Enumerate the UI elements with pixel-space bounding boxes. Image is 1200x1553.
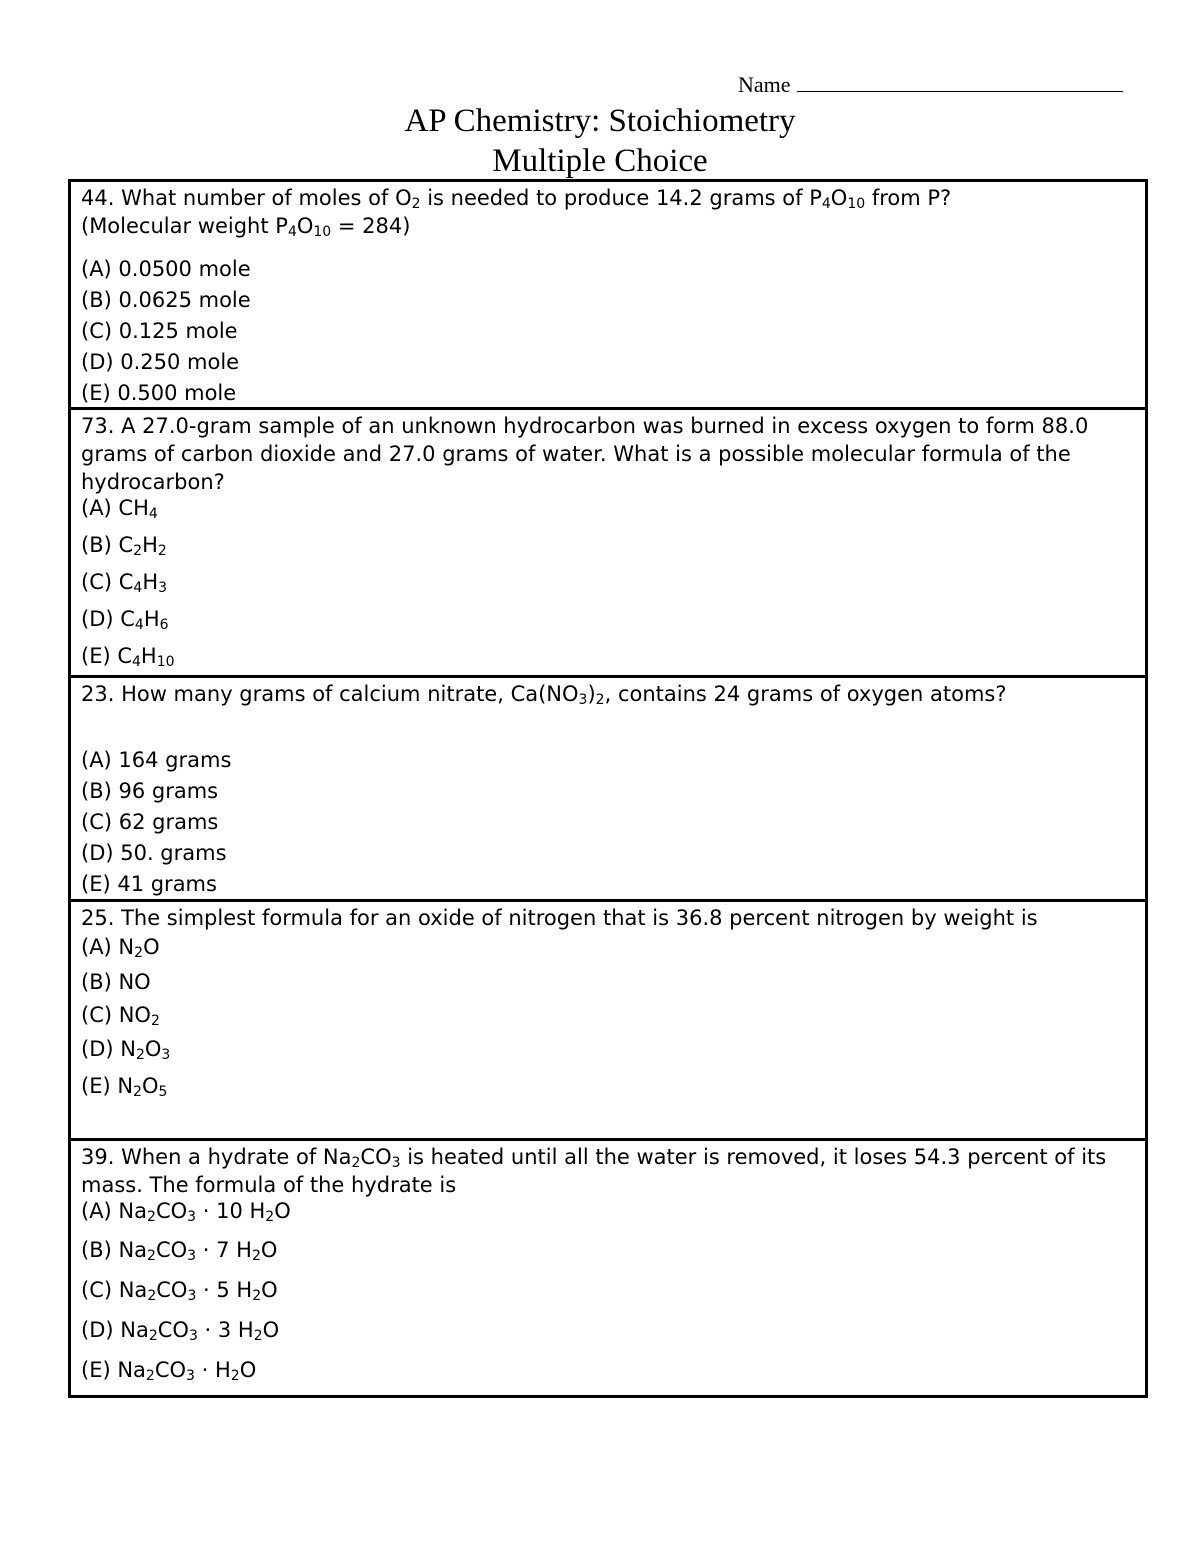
option-b: (B) 96 grams [81,779,219,803]
question-25 [68,899,1148,1141]
page-subtitle: Multiple Choice [492,143,708,179]
option-b: (B) NO [81,970,151,994]
option-d: (D) $C_4H_6$ [81,607,169,633]
option-a: (A) $Na_2CO_3 \cdot 10$ $H_2O$ [81,1199,291,1225]
question-23 [68,675,1148,902]
name-label: Name [738,72,791,97]
option-c: (C) $C_4H_3$ [81,570,168,596]
question-stem: 73. A 27.0-gram sample of an unknown hydrocarbon was burned in excess oxygen to form 88.0 grams of carbon dioxide and 27.0 grams of water. What is a possible molecular formula of the hydrocarbon? [81,414,1089,494]
question-stem: 39. When a hydrate of $Na_2CO_3$ is heated until all the water is removed, it loses 54.3 percent of its mass. The formula of the hydrate is [81,1145,1107,1197]
answer-options [81,1193,1135,1390]
option-e: (E) 0.500 mole [81,381,237,405]
answer-options [81,930,1135,1105]
answer-options [81,745,1135,900]
option-c: (C) 0.125 mole [81,319,238,343]
option-a: (A) $CH_4$ [81,496,158,522]
option-a: (A) 0.0500 mole [81,257,251,281]
option-a: (A) $N_2O$ [81,935,160,961]
option-c: (C) $NO_2$ [81,1003,160,1029]
option-e: (E) $Na_2CO_3 \cdot H_2O$ [81,1358,257,1384]
question-39 [68,1138,1148,1398]
option-c: (C) $Na_2CO_3 \cdot 5$ $H_2O$ [81,1278,278,1304]
question-73 [68,407,1148,678]
question-44 [68,179,1148,410]
option-e: (E) 41 grams [81,872,217,896]
option-d: (D) 50. grams [81,841,227,865]
question-stem: 44. What number of moles of $O_2$ is needed to produce 14.2 grams of $P_4O_{10}$ from P? (Molecular weight $P_4O_{10} = 284$) [81,186,952,240]
name-blank-line [797,73,1123,92]
option-e: (E) $C_4H_{10}$ [81,644,175,670]
option-e: (E) $N_2O_5$ [81,1074,168,1100]
option-d: (D) $N_2O_3$ [81,1037,171,1063]
page-title: AP Chemistry: Stoichiometry [404,103,796,139]
answer-options [81,254,1135,409]
option-a: (A) 164 grams [81,748,232,772]
option-c: (C) 62 grams [81,810,219,834]
name-field [738,72,1123,98]
option-b: (B) $Na_2CO_3 \cdot 7$ $H_2O$ [81,1238,278,1264]
answer-options [81,490,1135,675]
question-stem: 23. How many grams of calcium nitrate, $Ca(NO_3)_2$, contains 24 grams of oxygen atoms? [81,682,1007,708]
option-d: (D) $Na_2CO_3 \cdot 3$ $H_2O$ [81,1318,280,1344]
option-b: (B) $C_2H_2$ [81,533,167,559]
option-b: (B) 0.0625 mole [81,288,251,312]
question-stem: 25. The simplest formula for an oxide of nitrogen that is 36.8 percent nitrogen by weight is [81,906,1038,930]
option-d: (D) 0.250 mole [81,350,240,374]
